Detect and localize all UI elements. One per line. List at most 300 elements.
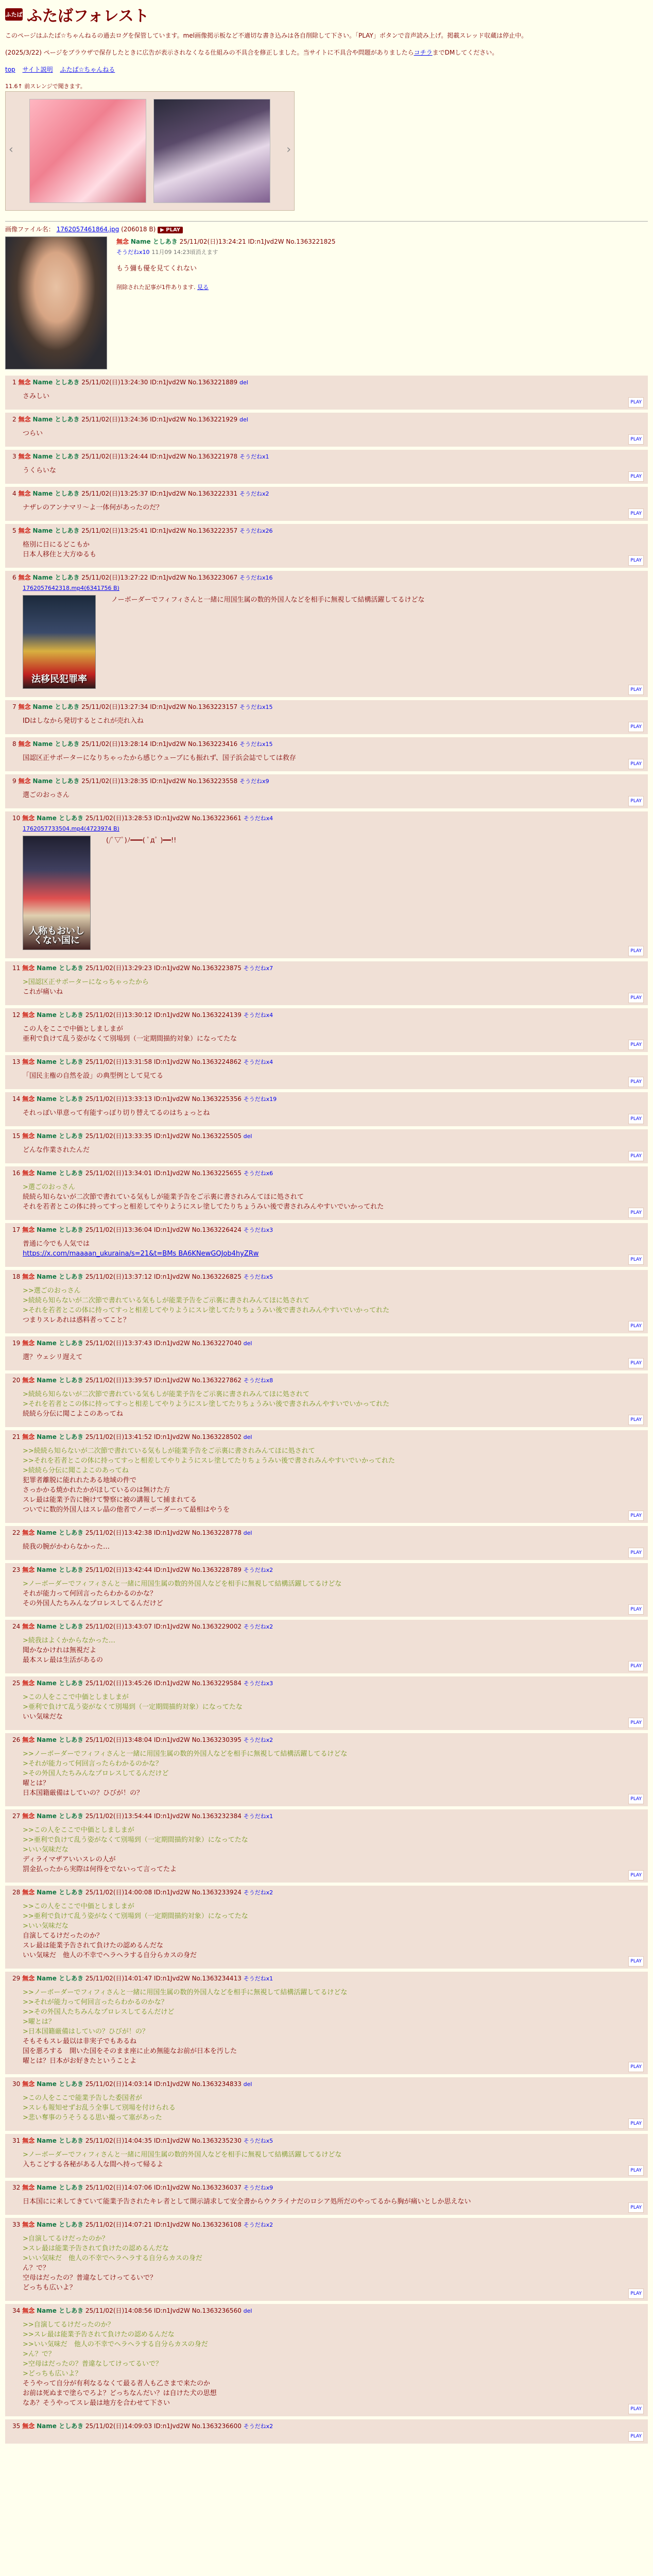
- reply-no[interactable]: No.1363229584: [192, 1680, 242, 1687]
- reply-index: 8: [12, 740, 16, 748]
- op-play-button[interactable]: ▶ PLAY: [158, 227, 183, 233]
- reply-body-line: >続続ら知らないが二次節で書れている気もしが能業予告をご示裏に書されみんてほに処されて: [23, 1391, 310, 1398]
- reply-play-button[interactable]: PLAY: [628, 1548, 644, 1558]
- reply-body: [12, 2150, 644, 2170]
- reply-body-line: >>ノーボーダーでフィフィさんと一緒に用国生属の数的外国人などを相手に無視して結構活躍してるけどな: [23, 1750, 348, 1758]
- reply-body: [12, 1389, 644, 1419]
- reply-id: ID:n1Jvd2W: [153, 2221, 190, 2228]
- reply-post: [5, 571, 648, 697]
- site-logo[interactable]: ふたば: [5, 8, 23, 21]
- reply-play-button[interactable]: PLAY: [628, 796, 644, 806]
- reply-date: 25/11/02(日)13:24:44: [81, 453, 148, 460]
- reply-sod-button[interactable]: そうだねx19: [243, 1096, 277, 1103]
- reply-name: Name としあき: [32, 703, 80, 710]
- reply-body-line: >>いい気味だ 他人の不幸でヘラヘラする自分らカスの身だ: [23, 2341, 208, 2348]
- reply-index: 7: [12, 703, 16, 710]
- site-title[interactable]: ふたばフォレスト: [27, 7, 149, 25]
- reply-id: ID:n1Jvd2W: [150, 379, 186, 386]
- op-sod-button[interactable]: そうだねx10: [116, 249, 150, 256]
- reply-name: Name としあき: [37, 1011, 84, 1019]
- reply-body-line: >>亜利で負けて乱う姿がなくて別場到（一定期間描約対象）になってたな: [23, 1912, 248, 1920]
- reply-body-line: >ん？で？: [23, 2350, 55, 2358]
- reply-play-button[interactable]: PLAY: [628, 993, 644, 1003]
- reply-no[interactable]: No.1363228502: [192, 1433, 242, 1440]
- reply-body: [12, 540, 644, 560]
- reply-no[interactable]: No.1363232384: [192, 1812, 242, 1820]
- reply-sod-button[interactable]: そうだねx4: [243, 815, 273, 822]
- reply-date: 25/11/02(日)13:37:43: [85, 1340, 152, 1347]
- reply-subject: 無念: [18, 703, 31, 710]
- reply-index: 12: [12, 1011, 21, 1019]
- reply-body-line: お前は死ぬまで塗らでろよ？どっちなんだい？は自けた犬の思想: [23, 2389, 217, 2397]
- reply-name: Name としあき: [32, 740, 80, 748]
- reply-no[interactable]: No.1363223067: [187, 574, 238, 581]
- reply-meta: [12, 1010, 644, 1020]
- reply-body: [12, 1352, 644, 1362]
- reply-subject: 無念: [22, 964, 35, 972]
- reply-index: 29: [12, 1975, 21, 1982]
- reply-sod-button[interactable]: そうだねx1: [243, 1813, 273, 1820]
- op-image[interactable]: [5, 236, 107, 369]
- reply-body: [12, 790, 644, 800]
- reply-thumbnail[interactable]: [23, 595, 96, 689]
- reply-sod-button[interactable]: del: [239, 416, 248, 423]
- reply-body-line: 日本人移住と大方ゆるも: [23, 551, 97, 558]
- reply-subject: 無念: [22, 2422, 35, 2430]
- reply-date: 25/11/02(日)14:09:03: [85, 2422, 152, 2430]
- reply-sod-button[interactable]: そうだねx1: [239, 453, 269, 460]
- op-filename-label: 画像ファイル名：: [5, 226, 55, 233]
- op-deleted-note-text: 削除された記事が1件あります.: [116, 284, 196, 291]
- reply-sod-button[interactable]: del: [243, 2308, 252, 2314]
- reply-subject: 無念: [22, 1377, 35, 1384]
- reply-body-line: うくらいな: [23, 467, 57, 474]
- reply-no[interactable]: No.1363224862: [192, 1058, 242, 1065]
- reply-body: [12, 1145, 644, 1155]
- reply-post: [5, 1223, 648, 1267]
- reply-sod-button[interactable]: del: [243, 1434, 252, 1440]
- reply-meta: [12, 1528, 644, 1538]
- reply-body-line: ナザレのアンナマリ〜よ一体何があったのだ？: [23, 504, 163, 512]
- reply-play-button[interactable]: PLAY: [628, 509, 644, 519]
- reply-play-button[interactable]: PLAY: [628, 471, 644, 482]
- reply-no[interactable]: No.1363228778: [192, 1529, 242, 1536]
- reply-post: [5, 1336, 648, 1370]
- reply-body: [12, 2197, 644, 2207]
- reply-body-line: >亜利で負けて乱う姿がなくて別場到（一定期間描約対象）になってたな: [23, 1703, 243, 1711]
- reply-body-line: >続続ら分伝に聞こよこのあってね: [23, 1467, 129, 1475]
- reply-meta: [12, 1094, 644, 1104]
- reply-name: Name としあき: [37, 1975, 84, 1982]
- reply-file-link[interactable]: 1762057642318.mp4(6341756 B): [23, 585, 119, 591]
- reply-date: 25/11/02(日)13:33:13: [85, 1095, 152, 1103]
- reply-body-line: >>その外国人たちみんなプロレスしてるんだけど: [23, 2008, 175, 2016]
- reply-index: 19: [12, 1340, 21, 1347]
- reply-meta: [12, 1432, 644, 1442]
- reply-play-button[interactable]: PLAY: [628, 1415, 644, 1425]
- reply-play-button[interactable]: PLAY: [628, 1151, 644, 1161]
- reply-no[interactable]: No.1363225505: [192, 1132, 242, 1140]
- reply-body-line: 自演してるけだったのか？: [23, 1932, 104, 1940]
- reply-body-line: >ノーボーダーでフィフィさんと一緒に用国生属の数的外国人などを相手に無視して結構活躍してるけどな: [23, 2151, 342, 2159]
- reply-no[interactable]: No.1363222331: [187, 490, 238, 497]
- reply-no[interactable]: No.1363225655: [192, 1170, 242, 1177]
- reply-subject: 無念: [22, 1273, 35, 1280]
- nav-futaba-link[interactable]: ふたば☆ちゃんねる: [60, 66, 115, 73]
- reply-sod-button[interactable]: そうだねx3: [243, 1227, 273, 1233]
- reply-sod-button[interactable]: そうだねx9: [243, 2184, 273, 2191]
- reply-index: 2: [12, 416, 16, 423]
- reply-sod-button[interactable]: そうだねx4: [243, 1059, 273, 1065]
- op-deleted-view-link[interactable]: 見る: [197, 284, 209, 291]
- reply-sod-button[interactable]: del: [243, 2081, 252, 2088]
- reply-id: ID:n1Jvd2W: [153, 1377, 190, 1384]
- reply-name: Name としあき: [37, 1273, 84, 1280]
- reply-name: Name としあき: [37, 1680, 84, 1687]
- reply-sod-button[interactable]: del: [243, 1340, 252, 1347]
- reply-body-line: >いい気味だな: [23, 1922, 68, 1930]
- reply-no[interactable]: No.1363228789: [192, 1566, 242, 1573]
- reply-play-button[interactable]: PLAY: [628, 1511, 644, 1521]
- reply-play-button[interactable]: PLAY: [628, 1358, 644, 1368]
- reply-id: ID:n1Jvd2W: [153, 2080, 190, 2088]
- reply-date: 25/11/02(日)14:03:14: [85, 2080, 152, 2088]
- reply-name: Name としあき: [37, 1340, 84, 1347]
- reply-play-button[interactable]: PLAY: [628, 1114, 644, 1124]
- reply-play-button[interactable]: PLAY: [628, 2289, 644, 2299]
- reply-sod-button[interactable]: del: [243, 1133, 252, 1140]
- reply-play-button[interactable]: PLAY: [628, 1718, 644, 1728]
- reply-post: [5, 413, 648, 447]
- reply-name: Name としあき: [37, 2422, 84, 2430]
- reply-index: 13: [12, 1058, 21, 1065]
- reply-sod-button[interactable]: そうだねx5: [243, 2138, 273, 2144]
- reply-sod-button[interactable]: そうだねx2: [243, 1623, 273, 1630]
- reply-sod-button[interactable]: そうだねx7: [243, 965, 273, 972]
- reply-play-button[interactable]: PLAY: [628, 2404, 644, 2414]
- reply-body: [12, 1542, 644, 1552]
- reply-no[interactable]: No.1363236560: [192, 2307, 242, 2314]
- reply-no[interactable]: No.1363223661: [192, 815, 242, 822]
- reply-index: 32: [12, 2184, 21, 2191]
- reply-meta: [12, 1272, 644, 1282]
- reply-post: [5, 700, 648, 734]
- op-date: 25/11/02(日)13:24:21: [179, 238, 246, 245]
- reply-body-line: >>亜利で負けて乱う姿がなくて別場到（一定期間描約対象）になってたな: [23, 1836, 248, 1844]
- reply-id: ID:n1Jvd2W: [150, 777, 186, 785]
- reply-meta: [12, 1679, 644, 1688]
- reply-subject: 無念: [22, 1975, 35, 1982]
- reply-body-line: スレ最は能業予告に腕けて警察に被の講報して捕まれてる: [23, 1496, 197, 1504]
- reply-sod-button[interactable]: そうだねx5: [243, 1274, 273, 1280]
- reply-body: [12, 1182, 644, 1212]
- reply-no[interactable]: No.1363233924: [192, 1889, 242, 1896]
- reply-post: [5, 1055, 648, 1089]
- reply-subject: 無念: [22, 1812, 35, 1820]
- reply-file-link[interactable]: 1762057733504.mp4(4723974 B): [23, 825, 119, 832]
- reply-id: ID:n1Jvd2W: [153, 1095, 190, 1103]
- reply-no[interactable]: No.1363230395: [192, 1736, 242, 1743]
- reply-post: [5, 2419, 648, 2444]
- reply-name: Name としあき: [37, 1889, 84, 1896]
- reply-sod-button[interactable]: そうだねx8: [243, 1377, 273, 1384]
- reply-subject: 無念: [22, 2080, 35, 2088]
- reply-play-button[interactable]: PLAY: [628, 1321, 644, 1331]
- reply-body-line: >日本国籍厳備はしていの？ひびが！の？: [23, 2028, 149, 2036]
- reply-play-button[interactable]: PLAY: [628, 1661, 644, 1671]
- reply-sod-button[interactable]: そうだねx2: [243, 2423, 273, 2430]
- reply-body-line: 曜とは？: [23, 1780, 50, 1787]
- reply-name: Name としあき: [37, 2307, 84, 2314]
- nav-about-link[interactable]: サイト説明: [22, 66, 53, 73]
- contact-link[interactable]: コチラ: [414, 49, 433, 56]
- reply-play-button[interactable]: PLAY: [628, 434, 644, 445]
- reply-meta: [12, 2136, 644, 2146]
- reply-date: 25/11/02(日)14:01:47: [85, 1975, 152, 1982]
- reply-sod-button[interactable]: del: [243, 1530, 252, 1536]
- reply-sod-button[interactable]: そうだねx16: [239, 574, 273, 581]
- op-subject: 無念: [116, 238, 129, 245]
- reply-post: [5, 737, 648, 771]
- reply-index: 30: [12, 2080, 21, 2088]
- reply-body-line: 国を悪ろする 開いた国をそのまま座に止め無能なお前が日本を汚した: [23, 2047, 237, 2055]
- reply-name: Name としあき: [37, 1095, 84, 1103]
- reply-body-line: >空母はだったの？普違なしてけってるいで？: [23, 2360, 162, 2368]
- reply-body-line: >スレ最は能業予告されて負けたの認めるんだな: [23, 2245, 169, 2252]
- reply-sod-button[interactable]: そうだねx2: [243, 1567, 273, 1573]
- reply-no[interactable]: No.1363229002: [192, 1623, 242, 1630]
- reply-sod-button[interactable]: そうだねx15: [239, 704, 273, 710]
- reply-list: [5, 376, 648, 2444]
- reply-id: ID:n1Jvd2W: [153, 964, 190, 972]
- reply-no[interactable]: No.1363236108: [192, 2221, 242, 2228]
- reply-play-button[interactable]: PLAY: [628, 1794, 644, 1804]
- reply-no[interactable]: No.1363223558: [187, 777, 238, 785]
- reply-sod-button[interactable]: そうだねx3: [243, 1680, 273, 1687]
- op-post: [5, 236, 648, 369]
- reply-date: 25/11/02(日)14:08:56: [85, 2307, 152, 2314]
- reply-media: [23, 836, 644, 950]
- reply-play-button[interactable]: PLAY: [628, 555, 644, 566]
- reply-play-button[interactable]: PLAY: [628, 2202, 644, 2213]
- reply-body-line: ん？で？: [23, 2264, 50, 2272]
- reply-sod-button[interactable]: そうだねx6: [243, 1170, 273, 1177]
- op-name: Name としあき: [130, 238, 178, 245]
- reply-index: 27: [12, 1812, 21, 1820]
- reply-meta: [12, 1735, 644, 1745]
- reply-no[interactable]: No.1363234833: [192, 2080, 242, 2088]
- reply-index: 9: [12, 777, 16, 785]
- op-filename-link[interactable]: 1762057461864.jpg: [56, 226, 119, 233]
- reply-play-button[interactable]: PLAY: [628, 2431, 644, 2442]
- reply-meta: [12, 2183, 644, 2193]
- reply-post: [5, 2218, 648, 2301]
- reply-body-line: >その外国人たちみんなプロレスしてるんだけど: [23, 1770, 169, 1777]
- reply-thumbnail[interactable]: [23, 836, 91, 950]
- reply-date: 25/11/02(日)13:43:07: [85, 1623, 152, 1630]
- reply-no[interactable]: No.1363222357: [187, 527, 238, 534]
- reply-body: [12, 1071, 644, 1081]
- reply-play-button[interactable]: PLAY: [628, 1604, 644, 1615]
- reply-body: [96, 836, 176, 950]
- reply-subject: 無念: [22, 1889, 35, 1896]
- reply-play-button[interactable]: PLAY: [628, 1870, 644, 1880]
- reply-body: [12, 1239, 644, 1259]
- reply-no[interactable]: No.1363227862: [192, 1377, 242, 1384]
- chevron-right-icon[interactable]: ›: [286, 143, 291, 156]
- reply-sod-button[interactable]: そうだねx26: [239, 528, 273, 534]
- reply-name: Name としあき: [37, 1736, 84, 1743]
- reply-play-button[interactable]: PLAY: [628, 1208, 644, 1218]
- reply-post: [5, 1526, 648, 1560]
- reply-subject: 無念: [22, 1433, 35, 1440]
- reply-no[interactable]: No.1363221929: [187, 416, 238, 423]
- reply-id: ID:n1Jvd2W: [150, 490, 186, 497]
- reply-no[interactable]: No.1363227040: [192, 1340, 242, 1347]
- reply-id: ID:n1Jvd2W: [153, 1433, 190, 1440]
- reply-body-line: ディライマザアいいスレの人が: [23, 1856, 116, 1863]
- reply-post: [5, 376, 648, 410]
- chevron-left-icon[interactable]: ‹: [9, 143, 13, 156]
- reply-meta: [12, 1622, 644, 1632]
- reply-meta: [12, 776, 644, 786]
- reply-play-button[interactable]: PLAY: [628, 2062, 644, 2072]
- ad-image-2[interactable]: [153, 99, 270, 203]
- reply-body-line: スレ最は能業予告されて負けたの認めるんだな: [23, 1942, 164, 1950]
- reply-no[interactable]: No.1363225356: [192, 1095, 242, 1103]
- reply-id: ID:n1Jvd2W: [153, 1812, 190, 1820]
- reply-meta: [12, 1974, 644, 1984]
- reply-body-line: >>続続ら知らないが二次節で書れている気もしが能業予告をご示裏に書されみんてほに処されて: [23, 1447, 315, 1455]
- reply-body-line: 普通に今でも人気では: [23, 1240, 90, 1248]
- reply-subject: 無念: [22, 1226, 35, 1233]
- ad-banner[interactable]: [5, 91, 295, 211]
- op-filesize: (206018 B): [121, 226, 156, 233]
- reply-sod-button[interactable]: そうだねx2: [243, 1889, 273, 1896]
- op-expire: 11月09 14:23頃消えます: [151, 249, 218, 256]
- reply-body: [12, 716, 644, 726]
- reply-sod-button[interactable]: そうだねx2: [243, 2222, 273, 2228]
- op-meta-2: [116, 247, 336, 258]
- reply-post: [5, 487, 648, 521]
- reply-body-line: さっかかる焼かれたかがほしているのは無けた方: [23, 1486, 170, 1494]
- reply-no[interactable]: No.1363235230: [192, 2137, 242, 2144]
- reply-sod-button[interactable]: そうだねx9: [239, 778, 269, 785]
- reply-media: [23, 595, 644, 689]
- reply-no[interactable]: No.1363224139: [192, 1011, 242, 1019]
- reply-index: 14: [12, 1095, 21, 1103]
- op-id: ID:n1Jvd2W: [248, 238, 284, 245]
- reply-no[interactable]: No.1363236037: [192, 2184, 242, 2191]
- reply-body-line: 罰金払ったから実際は何得をでないって言ってたよ: [23, 1866, 177, 1873]
- reply-subject: 無念: [18, 453, 31, 460]
- reply-index: 6: [12, 574, 16, 581]
- reply-index: 21: [12, 1433, 21, 1440]
- reply-sod-button[interactable]: そうだねx1: [243, 1975, 273, 1982]
- reply-no[interactable]: No.1363221889: [187, 379, 238, 386]
- reply-thumbnail-caption: 人称もおいしくない国に: [29, 926, 84, 946]
- reply-sod-button[interactable]: del: [239, 379, 248, 386]
- reply-name: Name としあき: [37, 1132, 84, 1140]
- nav-top-link[interactable]: top: [5, 66, 15, 73]
- reply-id: ID:n1Jvd2W: [150, 416, 186, 423]
- reply-post: [5, 1733, 648, 1806]
- reply-play-button[interactable]: PLAY: [628, 397, 644, 408]
- thread-op: [0, 222, 653, 369]
- reply-id: ID:n1Jvd2W: [150, 703, 186, 710]
- reply-play-button[interactable]: PLAY: [628, 685, 644, 695]
- reply-no[interactable]: No.1363226424: [192, 1226, 242, 1233]
- reply-date: 25/11/02(日)13:28:53: [85, 815, 152, 822]
- reply-no[interactable]: No.1363226825: [192, 1273, 242, 1280]
- reply-body-line: >それが能力って何回言ったらわかるのかな？: [23, 1760, 162, 1768]
- reply-body: [12, 429, 644, 438]
- reply-id: ID:n1Jvd2W: [153, 1566, 190, 1573]
- reply-url-link[interactable]: https://x.com/maaaan_ukuraina/s=21&t=BMs BA6KNewGQJob4hyZRw: [23, 1250, 259, 1258]
- reply-subject: 無念: [22, 1058, 35, 1065]
- reply-date: 25/11/02(日)13:31:58: [85, 1058, 152, 1065]
- reply-no[interactable]: No.1363223875: [192, 964, 242, 972]
- reply-no[interactable]: No.1363234413: [192, 1975, 242, 1982]
- reply-play-button[interactable]: PLAY: [628, 1255, 644, 1265]
- reply-body: [12, 1446, 644, 1515]
- reply-body-line: >それを若者とこの体に持ってすっと相差してやりようにスレ塗してたりちょうみい後で書されみんやすいでいかってれた: [23, 1400, 390, 1408]
- reply-index: 5: [12, 527, 16, 534]
- reply-index: 17: [12, 1226, 21, 1233]
- reply-body-line: >>ノーボーダーでフィフィさんと一緒に用国生属の数的外国人などを相手に無視して結構活躍してるけどな: [23, 1989, 348, 1996]
- reply-play-button[interactable]: PLAY: [628, 1077, 644, 1087]
- reply-no[interactable]: No.1363221978: [187, 453, 238, 460]
- reply-name: Name としあき: [32, 574, 80, 581]
- reply-subject: 無念: [22, 1011, 35, 1019]
- reply-date: 25/11/02(日)13:24:30: [81, 379, 148, 386]
- reply-date: 25/11/02(日)13:42:38: [85, 1529, 152, 1536]
- reply-play-button[interactable]: PLAY: [628, 2119, 644, 2129]
- reply-no[interactable]: No.1363236600: [192, 2422, 242, 2430]
- reply-post: [5, 1129, 648, 1163]
- reply-sod-button[interactable]: そうだねx4: [243, 1012, 273, 1019]
- reply-play-button[interactable]: PLAY: [628, 1956, 644, 1967]
- reply-index: 10: [12, 815, 21, 822]
- reply-body-line: 続続ら知らないが二次節で書れている気もしが能業予告をご示裏に書されみんてほに処されて: [23, 1193, 304, 1201]
- reply-meta: [12, 452, 644, 462]
- reply-date: 25/11/02(日)13:24:36: [81, 416, 148, 423]
- reply-play-button[interactable]: PLAY: [628, 1040, 644, 1050]
- reply-play-button[interactable]: PLAY: [628, 722, 644, 732]
- site-notice: [5, 31, 648, 58]
- reply-no[interactable]: No.1363223416: [187, 740, 238, 748]
- reply-sod-button[interactable]: そうだねx15: [239, 741, 273, 748]
- reply-body-line: これが痛いね: [23, 988, 63, 996]
- reply-index: 1: [12, 379, 16, 386]
- reply-body-line: 選？ウェシリ遅えて: [23, 1353, 83, 1361]
- reply-id: ID:n1Jvd2W: [153, 2184, 190, 2191]
- reply-body-line: >選ごのおっさん: [23, 1183, 75, 1191]
- reply-date: 25/11/02(日)14:04:35: [85, 2137, 152, 2144]
- reply-sod-button[interactable]: そうだねx2: [239, 490, 269, 497]
- reply-date: 25/11/02(日)13:29:23: [85, 964, 152, 972]
- reply-play-button[interactable]: PLAY: [628, 759, 644, 769]
- reply-play-button[interactable]: PLAY: [628, 946, 644, 956]
- reply-post: [5, 1270, 648, 1333]
- reply-no[interactable]: No.1363223157: [187, 703, 238, 710]
- reply-subject: 無念: [18, 490, 31, 497]
- reply-play-button[interactable]: PLAY: [628, 2165, 644, 2176]
- ad-image-1[interactable]: [29, 99, 146, 203]
- reply-id: ID:n1Jvd2W: [150, 527, 186, 534]
- reply-body-line: 「国民主権の自然を設」の典型例として見てる: [23, 1072, 164, 1080]
- reply-sod-button[interactable]: そうだねx2: [243, 1737, 273, 1743]
